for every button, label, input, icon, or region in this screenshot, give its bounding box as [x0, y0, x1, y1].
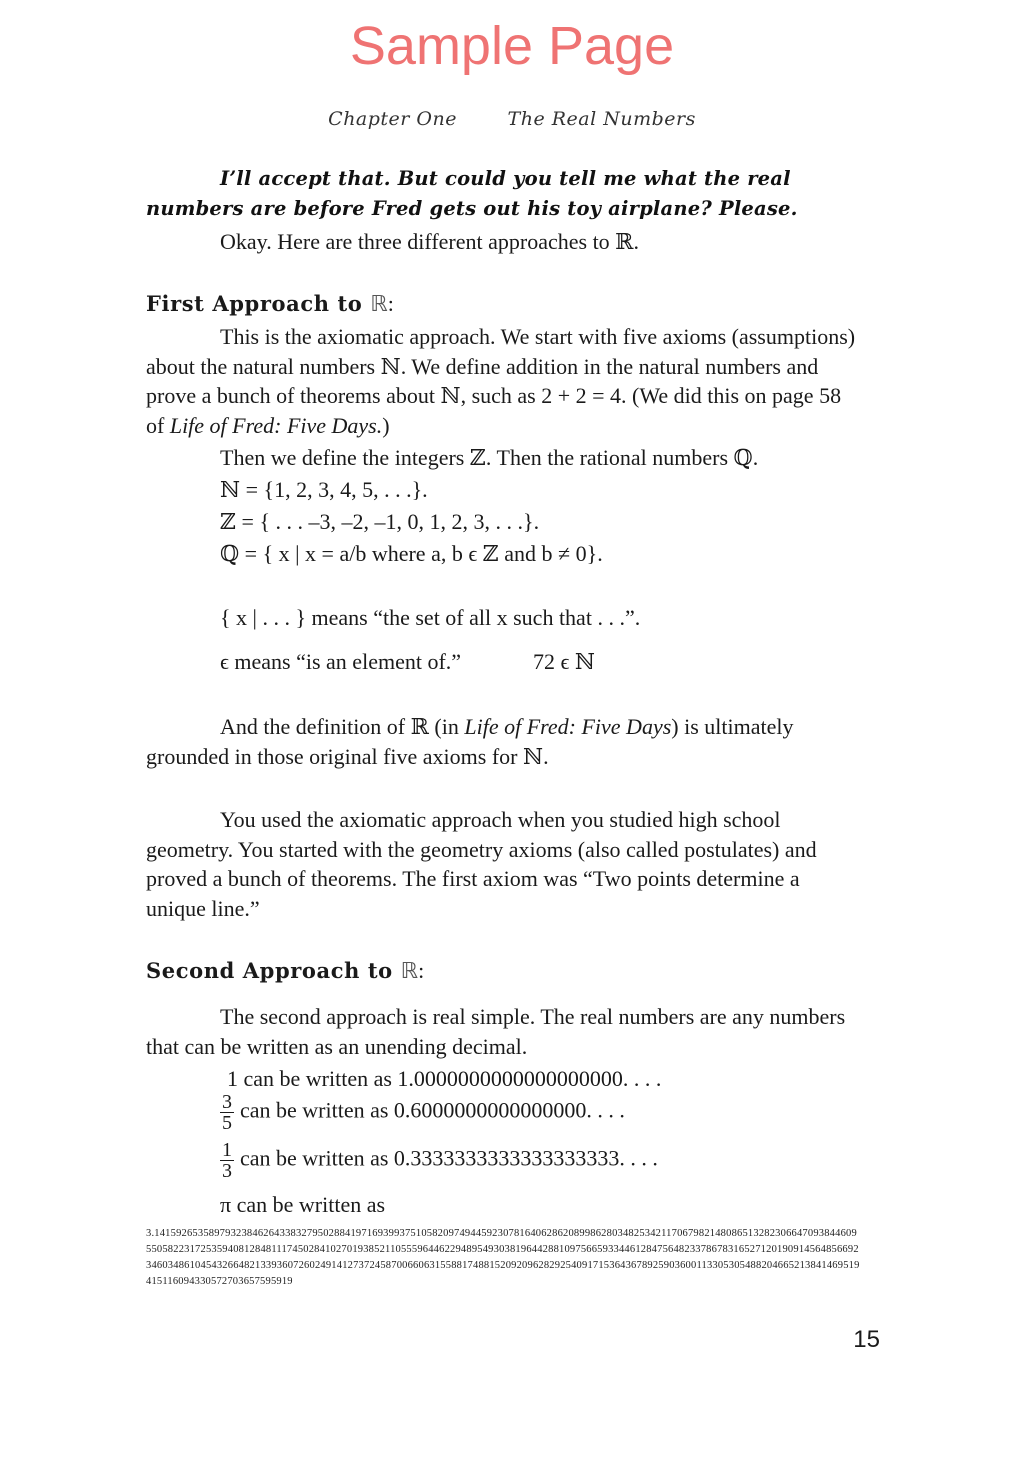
chapter-label: Chapter One	[328, 108, 457, 130]
first-approach-paragraph-4: You used the axiomatic approach when you studied high school geometry. You started with the geometry axioms (also called postulates) and proved a bunch of theorems. The first axiom was “Two points determine a unique line.”	[146, 807, 817, 921]
book-title: Life of Fred: Five Days.	[169, 412, 383, 438]
first-approach-heading: First Approach to ℝ:	[146, 291, 394, 317]
intro-line: Okay. Here are three different approaches to ℝ.	[220, 229, 639, 254]
decimal-example-one-third: $\frac{1}{3}$ can be written as 0.3333333333333333333. . . .	[222, 1139, 658, 1182]
book-title: Life of Fred: Five Days	[464, 714, 672, 739]
fraction-one-third: $\frac{1}{3}$	[222, 1139, 232, 1182]
element-of-example: 72 ϵ ℕ	[533, 649, 596, 674]
real-numbers-symbol: ℝ	[370, 292, 388, 317]
decimal-example-three-fifths: $\frac{3}{5}$ can be written as 0.6000000000000000. . . .	[222, 1091, 625, 1134]
second-approach-heading: Second Approach to ℝ:	[146, 958, 425, 984]
first-approach-paragraph-1: This is the axiomatic approach. We start with five axioms (assumptions) about the natural numbers ℕ. We define addition in the natural numbers and prove a bunch of theorems about ℕ, such as 2 + 2 = 4. (We did this on page 58 of Life of Fred: Five Days.)	[146, 324, 856, 438]
integers-set: ℤ = { . . . –3, –2, –1, 0, 1, 2, 3, . . .}.	[220, 509, 540, 534]
page-number: 15	[853, 1326, 880, 1353]
element-of-definition: ϵ means “is an element of.”	[220, 649, 462, 674]
natural-numbers-set: ℕ = {1, 2, 3, 4, 5, . . .}.	[220, 477, 428, 502]
watermark: Sample Page	[349, 16, 675, 76]
rationals-set: ℚ = { x | x = a/b where a, b ϵ ℤ and b ≠ 0}.	[220, 541, 603, 566]
set-builder-definition: { x | . . . } means “the set of all x such that . . .”.	[220, 605, 641, 630]
chapter-title: The Real Numbers	[507, 108, 696, 130]
fraction-three-fifths: $\frac{3}{5}$	[222, 1091, 232, 1134]
running-header	[0, 108, 1024, 130]
first-approach-paragraph-3: And the definition of ℝ (in Life of Fred: Five Days) is ultimately grounded in those original five axioms for ℕ.	[146, 714, 794, 769]
second-approach-paragraph-1: The second approach is real simple. The real numbers are any numbers that can be written as an unending decimal.	[146, 1004, 846, 1059]
first-approach-paragraph-2: Then we define the integers ℤ. Then the rational numbers ℚ.	[220, 445, 759, 470]
decimal-example-one: 1 can be written as 1.0000000000000000000. . . .	[227, 1066, 662, 1091]
real-numbers-symbol: ℝ	[400, 959, 419, 984]
pi-line: π can be written as	[220, 1192, 386, 1217]
reader-question: I’ll accept that. But could you tell me what the real numbers are before Fred gets out his toy airplane? Please.	[146, 167, 798, 220]
pi-digits: 3.1415926535897932384626433832795028841971693993751058209749445923078164062862089986280348253421170679821480865132823066470938446095505822317253594081284811174502841027019385211055596446229489549303819644288109756659334461284756482337867831652712019091456485669234603486104543266482133936072602491412737245870066063155881748815209209628292540917153643678925903600113305305488204665213841469519415116094330572703657595919	[146, 1228, 860, 1287]
